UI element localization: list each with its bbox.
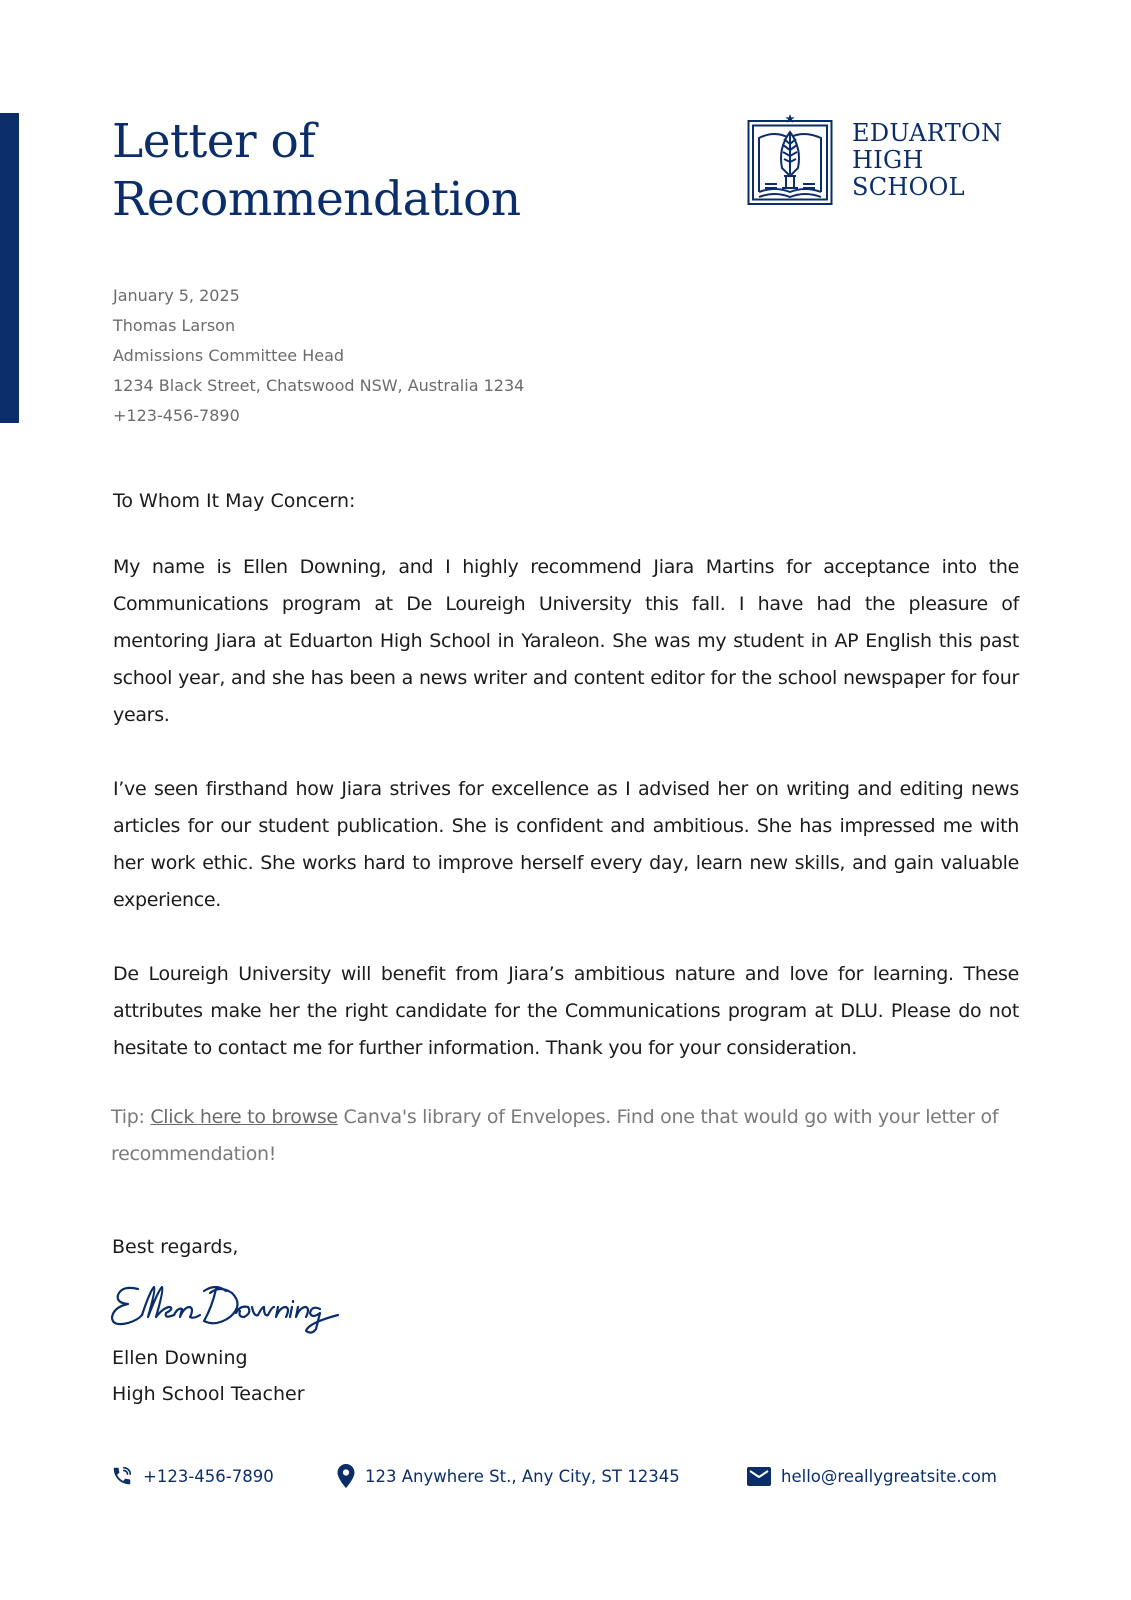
body-paragraph: I’ve seen firsthand how Jiara strives for excellence as I advised her on writing and editing news articles for our student publication. She is confident and ambitious. She has impressed me with her work ethic. She works hard to improve herself every day, learn new skills, and gain valuable experience. <box>113 778 1019 911</box>
signer-title: High School Teacher <box>112 1383 305 1405</box>
page-title <box>112 113 521 229</box>
tip-text <box>111 1099 1011 1173</box>
school-name <box>852 120 1002 201</box>
page-title-line2: Recommendation <box>112 172 521 227</box>
letter-date: January 5, 2025 <box>113 286 240 305</box>
recipient-block <box>113 281 524 431</box>
recipient-phone: +123-456-7890 <box>113 406 240 425</box>
signer-name: Ellen Downing <box>112 1347 248 1369</box>
footer-phone-text: +123-456-7890 <box>143 1466 274 1486</box>
tip-suffix: Canva's library of Envelopes. Find one that would go with your letter of recommendation! <box>111 1106 999 1165</box>
school-name-line3: SCHOOL <box>852 173 965 201</box>
footer-email[interactable] <box>747 1463 997 1489</box>
recipient-address: 1234 Black Street, Chatswood NSW, Australia 1234 <box>113 376 525 395</box>
body-paragraph: My name is Ellen Downing, and I highly recommend Jiara Martins for acceptance into the Communications program at De Loureigh University this fall. I have had the pleasure of mentoring Jiara at Eduarton High School in Yaraleon. She was my student in AP English this past school year, and she has been a news writer and content editor for the school newspaper for four years. <box>113 556 1019 726</box>
recipient-name: Thomas Larson <box>113 316 236 335</box>
letter-body <box>113 549 1019 1104</box>
tip-prefix: Tip: <box>111 1106 151 1128</box>
recipient-role: Admissions Committee Head <box>113 346 345 365</box>
footer-address-text: 123 Anywhere St., Any City, ST 12345 <box>365 1466 680 1486</box>
envelope-icon <box>747 1467 771 1486</box>
salutation: To Whom It May Concern: <box>113 490 356 512</box>
location-pin-icon <box>337 1464 355 1488</box>
browse-envelopes-link[interactable]: Click here to browse <box>150 1106 338 1128</box>
signer-block <box>112 1340 305 1412</box>
body-paragraph: De Loureigh University will benefit from Jiara’s ambitious nature and love for learning. These attributes make her the right candidate for the Communications program at DLU. Please do not hesitate to contact me for further information. Thank you for your consideration. <box>113 963 1019 1059</box>
school-name-line2: HIGH <box>852 146 924 174</box>
phone-icon <box>111 1465 133 1487</box>
handwritten-signature <box>108 1277 368 1337</box>
footer-phone[interactable] <box>111 1463 274 1489</box>
accent-bar <box>0 113 19 423</box>
footer-email-text: hello@reallygreatsite.com <box>781 1466 997 1486</box>
page-title-line1: Letter of <box>112 114 316 169</box>
school-logo <box>747 112 1047 212</box>
book-quill-emblem-icon <box>747 112 833 206</box>
school-name-line1: EDUARTON <box>852 119 1003 147</box>
closing: Best regards, <box>112 1236 239 1258</box>
footer-address <box>337 1463 680 1489</box>
